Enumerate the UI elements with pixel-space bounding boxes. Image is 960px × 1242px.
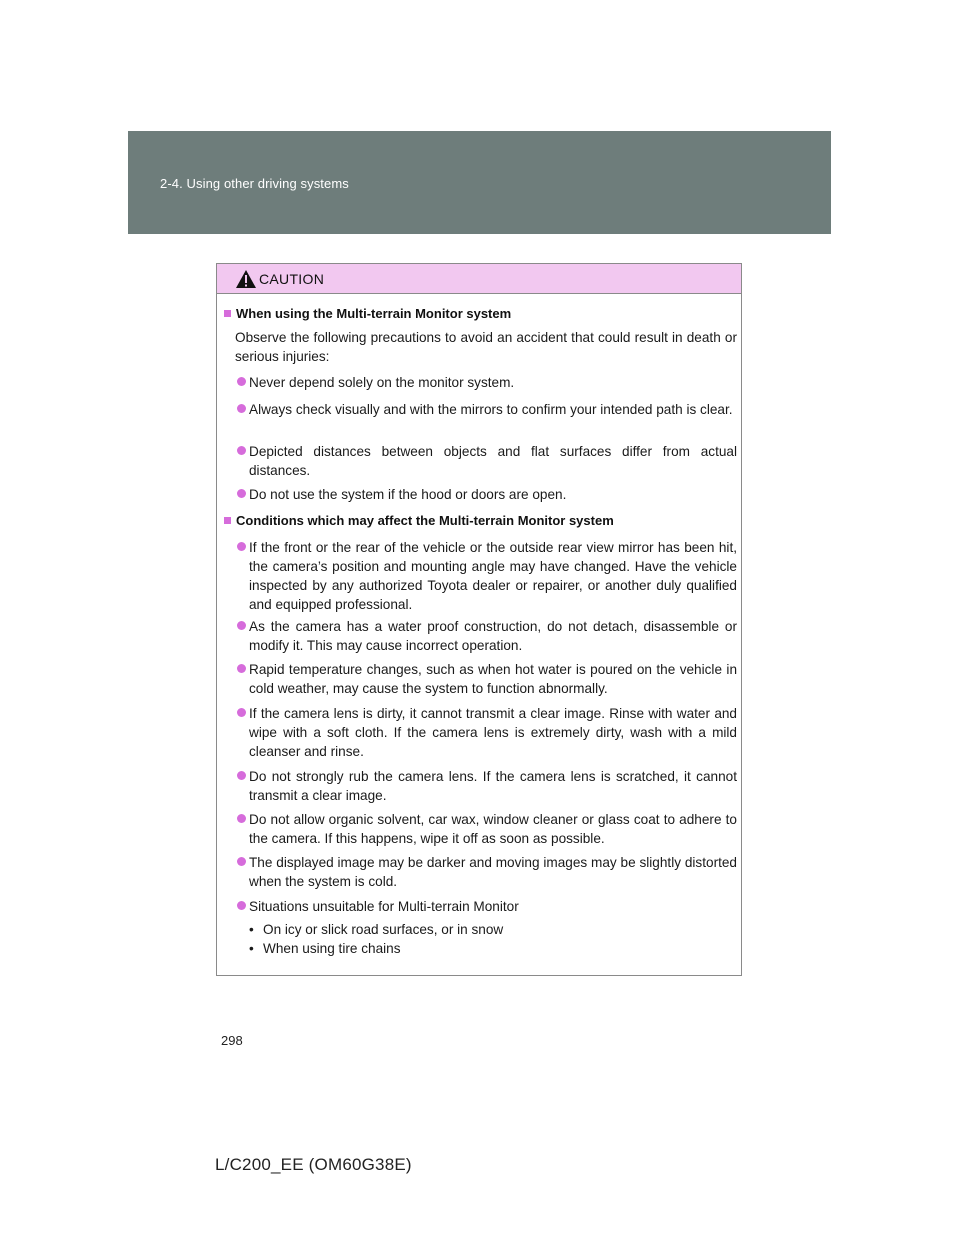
bullet-dot-icon xyxy=(237,857,246,866)
square-bullet-icon xyxy=(224,517,231,524)
page-number: 298 xyxy=(221,1033,243,1048)
section-heading: Conditions which may affect the Multi-terrain Monitor system xyxy=(224,513,614,528)
list-item: Do not use the system if the hood or doors are open. xyxy=(237,485,737,504)
intro-paragraph: Observe the following precautions to avoid an accident that could result in death or serious injuries: xyxy=(235,330,737,364)
list-item: Do not allow organic solvent, car wax, window cleaner or glass coat to adhere to the camera. If this happens, wipe it off as soon as possible. xyxy=(237,810,737,848)
list-item: Always check visually and with the mirrors to confirm your intended path is clear. xyxy=(237,400,737,419)
sub-list-item: • On icy or slick road surfaces, or in snow xyxy=(249,922,504,937)
bullet-dot-icon xyxy=(237,901,246,910)
bullet-dot-icon xyxy=(237,489,246,498)
list-item: Do not strongly rub the camera lens. If the camera lens is scratched, it cannot transmit a clear image. xyxy=(237,767,737,805)
sub-list-item: • When using tire chains xyxy=(249,941,401,956)
section-heading: When using the Multi-terrain Monitor system xyxy=(224,306,511,321)
square-bullet-icon xyxy=(224,310,231,317)
bullet-dot-icon xyxy=(237,621,246,630)
caution-header xyxy=(217,264,741,294)
bullet-dot-icon xyxy=(237,814,246,823)
warning-triangle-icon xyxy=(235,269,257,289)
list-item: Never depend solely on the monitor system. xyxy=(237,373,737,392)
bullet-dot-icon xyxy=(237,771,246,780)
list-item: Rapid temperature changes, such as when hot water is poured on the vehicle in cold weather, may cause the system to function abnormally. xyxy=(237,660,737,698)
list-item: Depicted distances between objects and flat surfaces differ from actual distances. xyxy=(237,442,737,480)
caution-box xyxy=(216,263,742,976)
bullet-dot-icon xyxy=(237,377,246,386)
list-item: If the camera lens is dirty, it cannot transmit a clear image. Rinse with water and wipe with a soft cloth. If the camera lens is extremely dirty, wash with a mild cleanser and rinse. xyxy=(237,704,737,761)
list-item: Situations unsuitable for Multi-terrain Monitor xyxy=(237,897,737,916)
bullet-dot-icon xyxy=(237,664,246,673)
list-item: If the front or the rear of the vehicle or the outside rear view mirror has been hit, the camera’s position and mounting angle may have changed. Have the vehicle inspected by any authorized Toyota dealer or repairer, or another duly qualified and equipped professional. xyxy=(237,538,737,614)
bullet-dot-icon xyxy=(237,404,246,413)
list-item: The displayed image may be darker and moving images may be slightly distorted when the system is cold. xyxy=(237,853,737,891)
bullet-dot-icon xyxy=(237,708,246,717)
caution-label: CAUTION xyxy=(259,271,325,287)
bullet-dot-icon xyxy=(237,446,246,455)
footer-code: L/C200_EE (OM60G38E) xyxy=(215,1155,412,1174)
list-item: As the camera has a water proof construction, do not detach, disassemble or modify it. This may cause incorrect operation. xyxy=(237,617,737,655)
section-title: 2-4. Using other driving systems xyxy=(160,176,349,191)
bullet-dot-icon xyxy=(237,542,246,551)
section-header-band xyxy=(128,131,831,234)
